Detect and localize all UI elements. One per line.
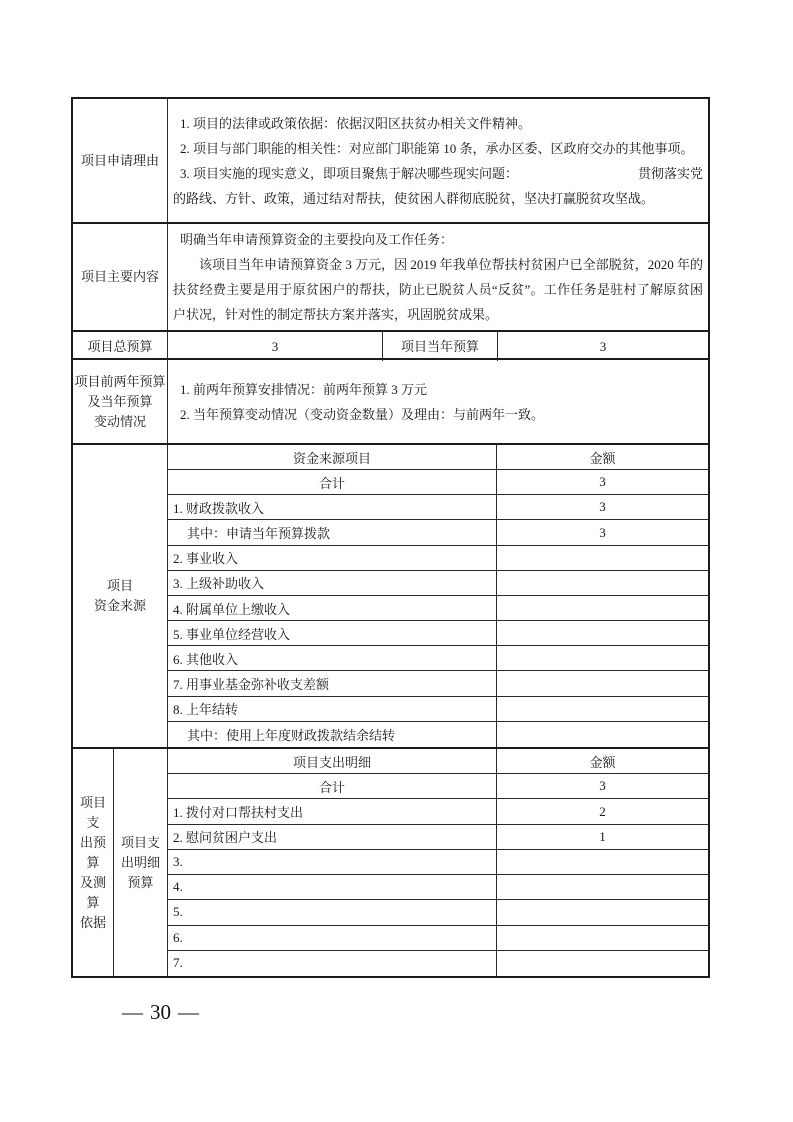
expense-item: 2. 慰问贫困户支出 xyxy=(168,825,497,849)
expense-amount xyxy=(497,875,708,899)
table-row xyxy=(168,571,708,596)
reason-line-2: 2. 项目与部门职能的相关性：对应部门职能第 10 条，承办区委、区政府交办的其他事项。 xyxy=(180,140,694,156)
expense-item: 3. xyxy=(168,850,497,874)
funding-amount xyxy=(497,621,708,645)
funding-header-amount: 金额 xyxy=(589,450,616,466)
expense-inner-label-line-1: 项目支 xyxy=(120,834,160,850)
table-row xyxy=(168,646,708,671)
apply-reason-label: 项目申请理由 xyxy=(73,99,168,222)
expense-outer-label xyxy=(73,749,114,976)
expense-amount: 1 xyxy=(599,828,606,844)
funding-item: 6. 其他收入 xyxy=(168,646,497,670)
page-number xyxy=(122,1000,199,1025)
table-row xyxy=(168,520,708,545)
funding-amount: 3 xyxy=(599,524,606,540)
funding-item: 合计 xyxy=(168,470,497,494)
expense-amount xyxy=(497,900,708,924)
row-main-content xyxy=(73,224,708,332)
expense-item: 5. xyxy=(168,900,497,924)
table-row xyxy=(168,495,708,520)
row-apply-reason xyxy=(73,99,708,224)
main-content-intro: 明确当年申请预算资金的主要投向及工作任务： xyxy=(180,232,454,247)
budget-form-table xyxy=(71,97,710,978)
funding-label-line-2: 资金来源 xyxy=(93,598,146,613)
prev-budget-line-1: 1. 前两年预算安排情况：前两年预算 3 万元 xyxy=(180,381,428,397)
page-number-right-dash: — xyxy=(178,1000,199,1024)
expense-header-item: 项目支出明细 xyxy=(168,749,497,773)
funding-item: 7. 用事业基金弥补收支差额 xyxy=(168,671,497,695)
expense-amount xyxy=(497,951,708,976)
funding-table xyxy=(168,445,708,747)
expense-outer-label-line-3: 及测算 xyxy=(79,874,106,910)
funding-amount xyxy=(497,697,708,721)
prev-budget-label xyxy=(73,360,168,443)
funding-label xyxy=(73,445,168,747)
row-budget-totals xyxy=(73,332,708,360)
row-prev-budget xyxy=(73,360,708,445)
expense-inner-label xyxy=(114,749,168,976)
table-row xyxy=(168,875,708,900)
prev-budget-label-line-1: 项目前两年预算 xyxy=(74,373,166,389)
expense-amount xyxy=(497,926,708,950)
reason-line-4: 的路线、方针、政策，通过结对帮扶，使贫困人群彻底脱贫，坚决打赢脱贫攻坚战。 xyxy=(173,190,655,206)
table-row xyxy=(168,722,708,747)
expense-inner-label-line-2: 出明细 xyxy=(120,854,160,870)
expense-inner-label-line-3: 预算 xyxy=(127,874,154,890)
funding-label-line-1: 项目 xyxy=(106,578,133,593)
table-row xyxy=(168,621,708,646)
funding-amount xyxy=(497,722,708,747)
table-row xyxy=(168,799,708,824)
funding-header-item: 资金来源项目 xyxy=(168,445,497,469)
funding-amount xyxy=(497,596,708,620)
funding-amount xyxy=(497,571,708,595)
total-budget-value: 3 xyxy=(168,332,383,361)
reason-line-3-left: 3. 项目实施的现实意义，即项目聚焦于解决哪些现实问题： xyxy=(180,165,519,181)
prev-budget-line-2: 2. 当年预算变动情况（变动资金数量）及理由：与前两年一致。 xyxy=(180,406,545,422)
table-row xyxy=(168,900,708,925)
funding-header-row xyxy=(168,445,708,470)
expense-header-amount: 金额 xyxy=(589,754,616,770)
main-content-label: 项目主要内容 xyxy=(73,224,168,330)
section-expense-budget xyxy=(73,749,708,976)
prev-budget-label-line-3: 变动情况 xyxy=(93,413,146,429)
prev-budget-label-line-2: 及当年预算 xyxy=(87,393,153,409)
table-row xyxy=(168,951,708,976)
funding-item: 其中：使用上年度财政拨款结余结转 xyxy=(168,722,497,747)
page-number-value: 30 xyxy=(150,1000,171,1024)
funding-item: 4. 附属单位上缴收入 xyxy=(168,596,497,620)
table-row xyxy=(168,546,708,571)
expense-outer-label-line-1: 项目支 xyxy=(79,794,106,830)
main-content-content xyxy=(168,224,708,330)
funding-item: 8. 上年结转 xyxy=(168,697,497,721)
expense-header-row xyxy=(168,749,708,774)
expense-amount: 2 xyxy=(599,803,606,819)
funding-item: 1. 财政拨款收入 xyxy=(168,495,497,519)
reason-line-1: 1. 项目的法律或政策依据：依据汉阳区扶贫办相关文件精神。 xyxy=(180,115,532,131)
funding-item: 2. 事业收入 xyxy=(168,546,497,570)
reason-line-3 xyxy=(173,161,703,186)
year-budget-value: 3 xyxy=(599,339,607,354)
funding-amount: 3 xyxy=(599,499,606,515)
table-row xyxy=(168,596,708,621)
apply-reason-content xyxy=(168,99,708,222)
expense-amount xyxy=(497,850,708,874)
table-row xyxy=(168,671,708,696)
main-content-paragraph: 该项目当年申请预算资金 3 万元，因 2019 年我单位帮扶村贫困户已全部脱贫，2020 年的扶贫经费主要是用于原贫困户的帮扶，防止已脱贫人员“反贫”。工作任务是驻村了解原贫困户状况，针对性的制定帮扶方案并落实，巩固脱贫成果。 xyxy=(173,257,703,322)
expense-item: 4. xyxy=(168,875,497,899)
table-row xyxy=(168,774,708,799)
funding-amount xyxy=(497,546,708,570)
funding-amount xyxy=(497,646,708,670)
table-row xyxy=(168,470,708,495)
expense-outer-label-line-4: 依据 xyxy=(79,914,106,930)
expense-item: 6. xyxy=(168,926,497,950)
funding-amount: 3 xyxy=(599,474,606,490)
table-row xyxy=(168,926,708,951)
expense-outer-label-line-2: 出预算 xyxy=(79,834,106,870)
reason-line-3-right: 贯彻落实党 xyxy=(637,165,703,181)
funding-item: 3. 上级补助收入 xyxy=(168,571,497,595)
expense-item: 合计 xyxy=(168,774,497,798)
section-funding-sources xyxy=(73,445,708,749)
table-row xyxy=(168,697,708,722)
expense-table xyxy=(168,749,708,976)
funding-amount xyxy=(497,671,708,695)
funding-item: 5. 事业单位经营收入 xyxy=(168,621,497,645)
table-row xyxy=(168,850,708,875)
total-budget-label: 项目总预算 xyxy=(73,332,168,361)
table-row xyxy=(168,825,708,850)
year-budget-label: 项目当年预算 xyxy=(383,332,498,361)
page-number-left-dash: — xyxy=(122,1000,143,1024)
expense-item: 1. 拨付对口帮扶村支出 xyxy=(168,799,497,823)
expense-item: 7. xyxy=(168,951,497,976)
funding-item: 其中：申请当年预算拨款 xyxy=(168,520,497,544)
expense-amount: 3 xyxy=(599,778,606,794)
prev-budget-content xyxy=(168,360,708,443)
